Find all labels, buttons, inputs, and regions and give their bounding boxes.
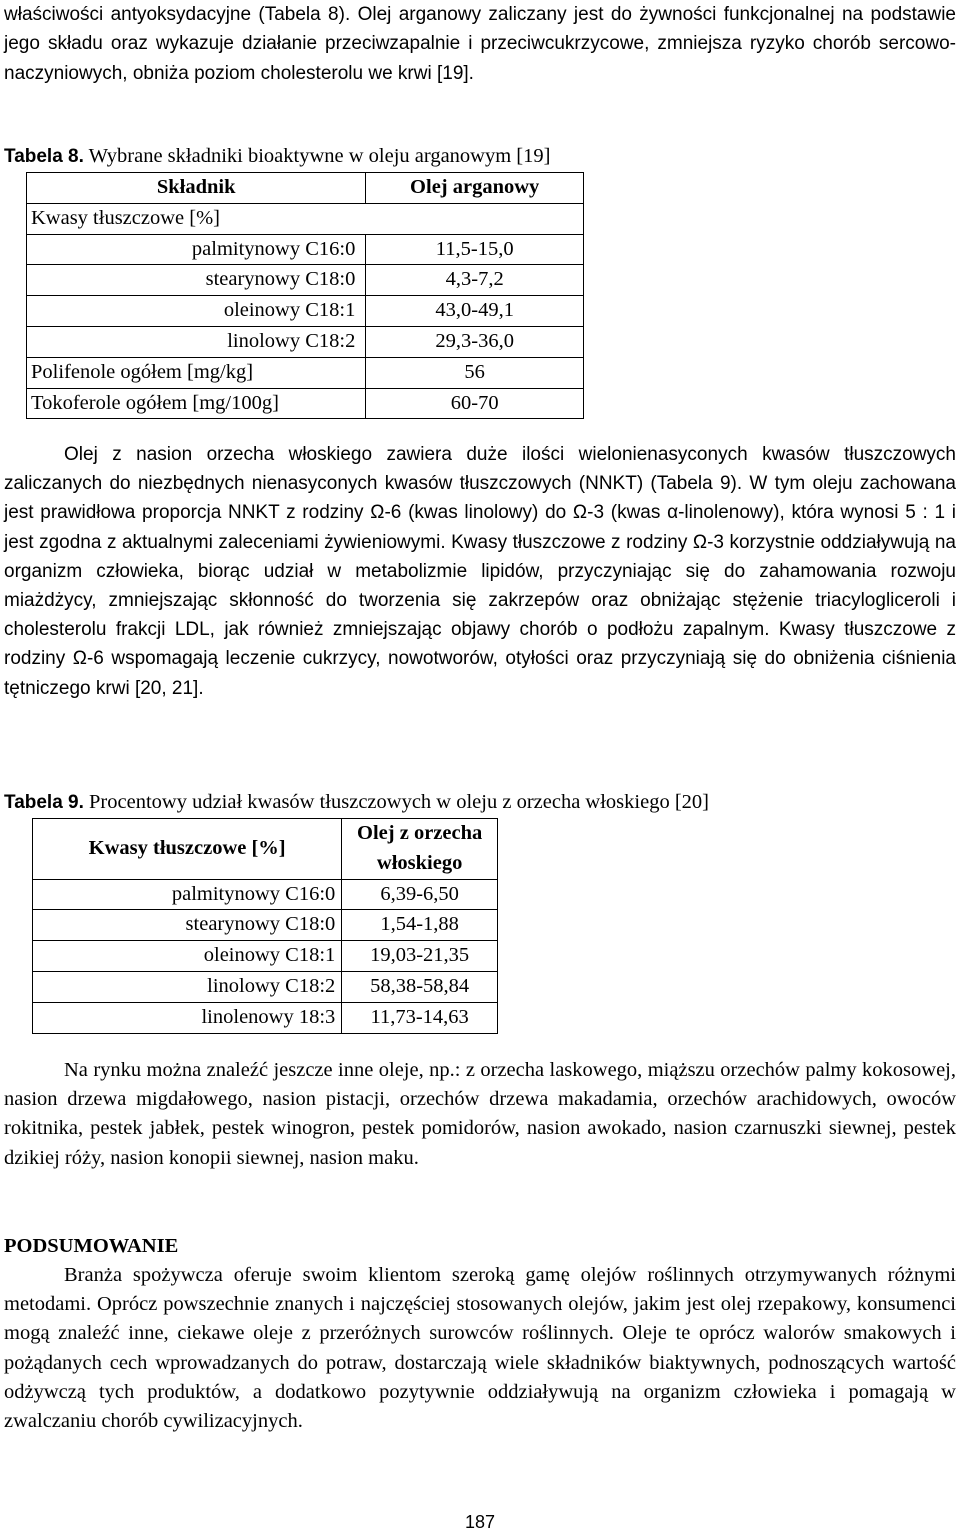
table8-cell-value: 56 (366, 357, 584, 388)
table8-caption-label: Tabela 8. (4, 146, 84, 167)
table8-cell-name: stearynowy C18:0 (27, 265, 366, 296)
table9-cell-name: linolenowy 18:3 (33, 1002, 342, 1033)
table-row (33, 971, 498, 1002)
table-row (27, 234, 584, 265)
table8-cell-name: oleinowy C18:1 (27, 296, 366, 327)
table-row (27, 388, 584, 419)
table8-group-label: Kwasy tłuszczowe [%] (27, 203, 584, 234)
table-row (33, 910, 498, 941)
table9-cell-value: 6,39-6,50 (342, 879, 498, 910)
table8-header-row (27, 173, 584, 204)
table8 (26, 172, 584, 419)
table9 (32, 818, 498, 1034)
table8-cell-value: 43,0-49,1 (366, 296, 584, 327)
table8-cell-value: 4,3-7,2 (366, 265, 584, 296)
table-row (27, 265, 584, 296)
table8-group-row (27, 203, 584, 234)
table8-cell-name: linolowy C18:2 (27, 326, 366, 357)
table9-caption-text: Procentowy udział kwasów tłuszczowych w oleju z orzecha włoskiego [20] (83, 791, 709, 813)
table9-cell-value: 11,73-14,63 (342, 1002, 498, 1033)
table9-header-row (33, 819, 498, 880)
market-paragraph: Na rynku można znaleźć jeszcze inne oleje, np.: z orzecha laskowego, miąższu orzechów palmy kokosowej, nasion drzewa migdałowego, nasion pistacji, orzechów drzewa makadamia, orzechów arachidowych, owoców rokitnika, pestek jabłek, pestek winogron, pestek pomidorów, nasion awokado, nasion czarnuszki siewnej, pestek dzikiej róży, nasion konopii siewnej, nasion maku. (4, 1059, 956, 1169)
table9-cell-value: 58,38-58,84 (342, 971, 498, 1002)
table-row (27, 296, 584, 327)
table8-cell-value: 60-70 (366, 388, 584, 419)
summary-heading: PODSUMOWANIE (4, 1235, 179, 1257)
table9-cell-value: 1,54-1,88 (342, 910, 498, 941)
table9-cell-value: 19,03-21,35 (342, 941, 498, 972)
table9-cell-name: oleinowy C18:1 (33, 941, 342, 972)
table8-caption-text: Wybrane składniki bioaktywne w oleju arganowym [19] (83, 145, 551, 167)
table-row (27, 357, 584, 388)
table9-header-acids: Kwasy tłuszczowe [%] (33, 819, 342, 880)
table9-cell-name: linolowy C18:2 (33, 971, 342, 1002)
table-row (33, 941, 498, 972)
table-row (33, 1002, 498, 1033)
table9-caption-label: Tabela 9. (4, 792, 84, 813)
walnut-paragraph: Olej z nasion orzecha włoskiego zawiera duże ilości wielonienasyconych kwasów tłuszczowych zaliczanych do niezbędnych nienasyconych kwasów tłuszczowych (NNKT) (Tabela 9). W tym oleju zachowana jest prawidłowa proporcja NNKT z rodziny Ω-6 (kwas linolowy) do Ω-3 (kwas α-linolenowy), która wynosi 5 : 1 i jest zgodna z aktualnymi zaleceniami żywieniowymi. Kwasy tłuszczowe z rodziny Ω-3 korzystnie oddziaływują na organizm człowieka, biorąc udział w metabolizmie lipidów, przyczyniając się do zahamowania rozwoju miażdżycy, zmniejszając skłonność do tworzenia się zakrzepów oraz obniżając stężenie triacylogliceroli i cholesterolu frakcji LDL, jak również zmniejszając objawy chorób o podłożu zapalnym. Kwasy tłuszczowe z rodziny Ω-6 wspomagają leczenie cukrzycy, nowotworów, otyłości oraz przyczyniają się do obniżenia ciśnienia tętniczego krwi [20, 21]. (4, 444, 956, 699)
table9-header-walnut: Olej z orzecha włoskiego (342, 819, 498, 880)
table9-caption (4, 788, 709, 817)
table-row (27, 326, 584, 357)
table8-header-component: Składnik (27, 173, 366, 204)
table-row (33, 879, 498, 910)
table8-caption (4, 142, 550, 171)
intro-paragraph: właściwości antyoksydacyjne (Tabela 8). Olej arganowy zaliczany jest do żywności funkcjonalnej na podstawie jego składu oraz wykazuje działanie przeciwzapalnie i przeciwcukrzycowe, zmniejsza ryzyko chorób sercowo-naczyniowych, obniża poziom cholesterolu we krwi [19]. (4, 4, 956, 84)
table8-cell-name: palmitynowy C16:0 (27, 234, 366, 265)
table9-cell-name: stearynowy C18:0 (33, 910, 342, 941)
table8-cell-name: Polifenole ogółem [mg/kg] (27, 357, 366, 388)
table8-header-argan: Olej arganowy (366, 173, 584, 204)
table8-cell-value: 11,5-15,0 (366, 234, 584, 265)
table9-cell-name: palmitynowy C16:0 (33, 879, 342, 910)
page-number: 187 (464, 1512, 496, 1532)
table8-cell-value: 29,3-36,0 (366, 326, 584, 357)
summary-paragraph: Branża spożywcza oferuje swoim klientom szeroką gamę olejów roślinnych otrzymywanych różnymi metodami. Oprócz powszechnie znanych i najczęściej stosowanych olejów, jakim jest olej rzepakowy, konsumenci mogą znaleźć inne, ciekawe oleje z przeróżnych surowców roślinnych. Oleje te oprócz walorów smakowych i pożądanych cech wprowadzanych do potraw, dostarczają wiele składników biaktywnych, podnoszących wartość odżywczą tych produktów, a dodatkowo pozytywnie oddziaływują na organizm człowieka i pomagają w zwalczaniu chorób cywilizacyjnych. (4, 1264, 956, 1433)
table8-cell-name: Tokoferole ogółem [mg/100g] (27, 388, 366, 419)
